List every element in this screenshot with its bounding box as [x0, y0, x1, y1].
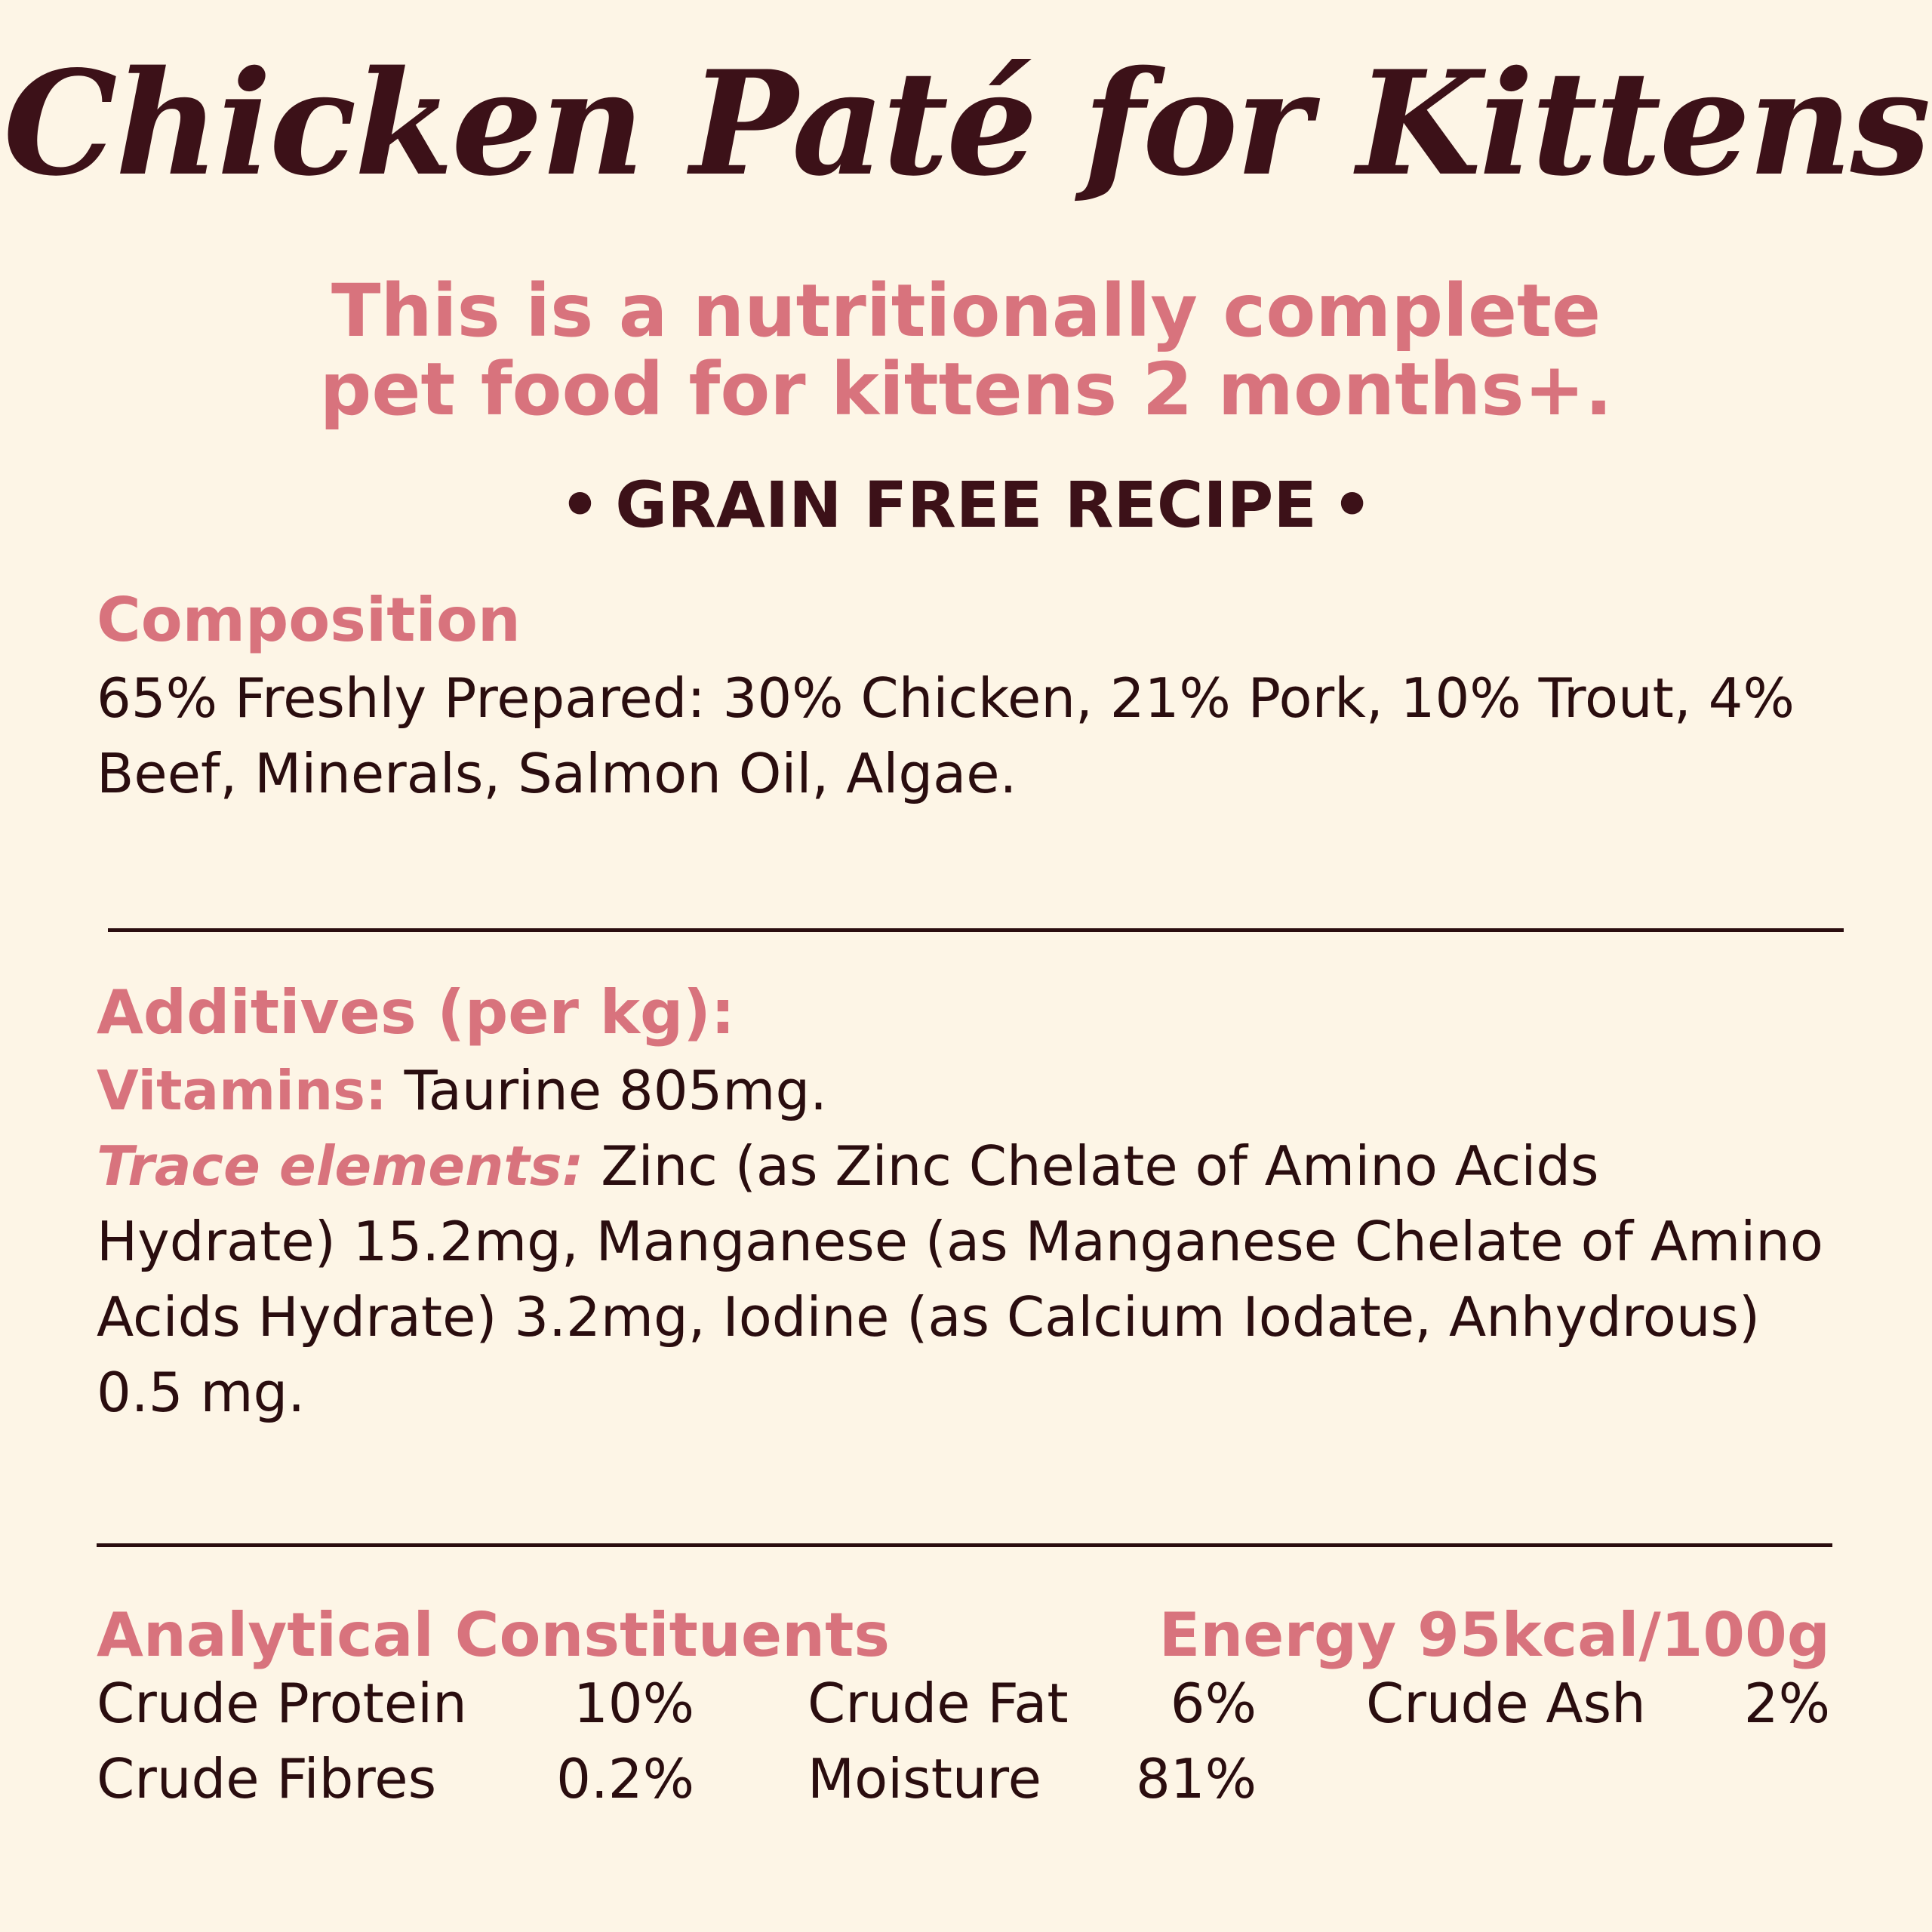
subtitle	[0, 269, 1932, 432]
composition-text: 65% Freshly Prepared: 30% Chicken, 21% Pork, 10% Trout, 4% Beef, Minerals, Salmon Oil, Algae.	[97, 666, 1795, 805]
vitamins-text: Taurine 805mg.	[404, 1059, 828, 1122]
bullet-icon: •	[559, 468, 601, 542]
constituent-name: Crude Protein	[97, 1672, 467, 1735]
analytical-heading: Analytical Constituents	[97, 1600, 890, 1670]
subtitle-line-2: pet food for kittens 2 months+.	[319, 347, 1613, 432]
trace-elements-label: Trace elements:	[97, 1134, 584, 1198]
page-title: Chicken Paté for Kittens	[3, 39, 1929, 208]
trace-elements-text: Zinc (as Zinc Chelate of Amino Acids Hydrate) 15.2mg, Manganese (as Manganese Chelate of Amino Acids Hydrate) 3.2mg, Iodine (as Calcium Iodate, Anhydrous) 0.5 mg.	[97, 1134, 1823, 1424]
constituent-name: Moisture	[808, 1747, 1041, 1810]
additives-heading: Additives (per kg):	[97, 977, 735, 1048]
energy-value: Energy 95kcal/100g	[1158, 1600, 1830, 1670]
constituent-value: 0.2%	[556, 1747, 694, 1810]
additives-text	[97, 1053, 1855, 1430]
constituent-value: 2%	[1743, 1672, 1830, 1735]
subtitle-line-1: This is a nutritionally complete	[331, 269, 1601, 353]
divider	[108, 928, 1844, 932]
constituent-value: 81%	[1135, 1747, 1257, 1810]
bullet-icon: •	[1331, 468, 1373, 542]
constituent-name: Crude Fat	[808, 1672, 1069, 1735]
composition-heading: Composition	[97, 585, 521, 655]
grain-free-banner	[0, 468, 1932, 542]
constituent-name: Crude Ash	[1366, 1672, 1646, 1735]
divider	[97, 1543, 1832, 1547]
vitamins-label: Vitamins:	[97, 1059, 387, 1122]
constituent-value: 6%	[1170, 1672, 1257, 1735]
constituent-name: Crude Fibres	[97, 1747, 437, 1810]
grain-free-label: GRAIN FREE RECIPE	[615, 468, 1317, 542]
constituent-value: 10%	[573, 1672, 694, 1735]
